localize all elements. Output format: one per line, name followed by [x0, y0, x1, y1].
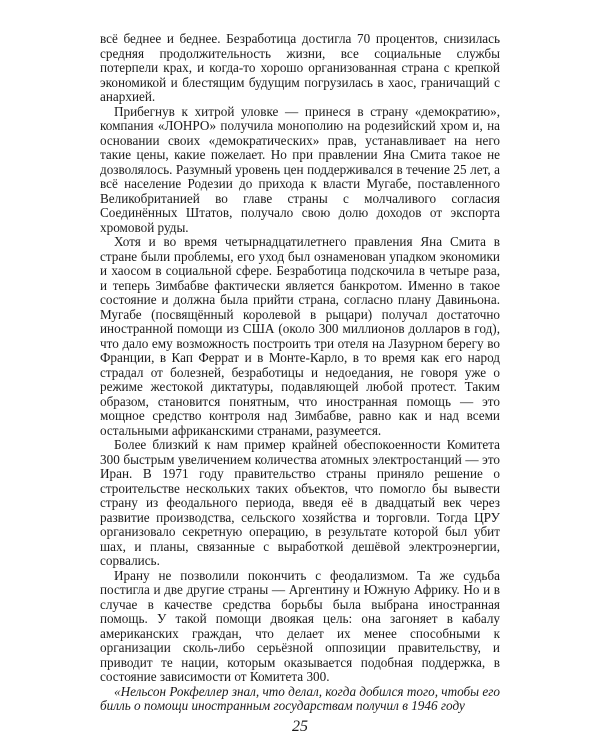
- paragraph-4: Более близкий к нам пример крайней обеспокоенности Комитета 300 быстрым увеличением количества атомных электростанций — это Иран. В 1971 году правительство страны приняло решение о строительстве нескольких таких объектов, что помогло бы вывести страну из феодального периода, введя её в двадцатый век через развитие производства, сельского хозяйства и торговли. Тогда ЦРУ организовало секретную операцию, в результате которой был убит шах, и планы, связанные с выработкой дешёвой электроэнергии, сорвались.: [100, 437, 500, 568]
- paragraph-3: Хотя и во время четырнадцатилетнего правления Яна Смита в стране были проблемы, его уход был ознаменован упадком экономики и хаосом в социальной сфере. Безработица подскочила в четыре раза, и теперь Зимбабве фактически является банкротом. Именно в такое состояние и должна была прийти страна, согласно плану Давиньона. Мугабе (посвящённый королевой в рыцари) получал достаточно иностранной помощи из США (около 300 миллионов долларов в год), что дало ему возможность построить три отеля на Лазурном берегу во Франции, в Кап Феррат и в Монте-Карло, в то время как его народ страдал от болезней, безработицы и недоедания, не говоря уже о режиме жестокой диктатуры, подавляющей любой протест. Таким образом, становится понятным, что иностранная помощь — это мощное средство контроля над Зимбабве, равно как и над всеми остальными африканскими странами, разумеется.: [100, 234, 500, 438]
- paragraph-5: Ирану не позволили покончить с феодализмом. Та же судьба постигла и две другие страны — Аргентину и Южную Африку. Но и в случае в качестве средства борьбы была выбрана иностранная помощь. У такой помощи двоякая цель: она загоняет в кабалу американских граждан, что делает их менее способными к организации сколь-либо серьёзной оппозиции правительству, и приводит те нации, которым оказывается подобная поддержка, в состояние зависимости от Комитета 300.: [100, 567, 500, 684]
- paragraph-6-quote: «Нельсон Рокфеллер знал, что делал, когда добился того, чтобы его билль о помощи иностранным государствам получил в 1946 году: [100, 683, 500, 713]
- paragraph-1: всё беднее и беднее. Безработица достигла 70 процентов, снизилась средняя продолжительность жизни, все социальные службы потерпели крах, и когда-то хорошо организованная страна с крепкой экономикой и блестящим будущим погрузилась в хаос, граничащий с анархией.: [100, 32, 500, 104]
- paragraph-2: Прибегнув к хитрой уловке — принеся в страну «демократию», компания «ЛОНРО» получила монополию на родезийский хром и, на основании своих «демократических» прав, устанавливает на него такие цены, какие пожелает. Но при правлении Яна Смита такое не дозволялось. Разумный уровень цен поддерживался в течение 25 лет, а всё население Родезии до прихода к власти Мугабе, поставленного Великобританией во главе страны с молчаливого согласия Соединённых Штатов, получало свою долю доходов от экспорта хромовой руды.: [100, 103, 500, 235]
- page-text-block: [100, 32, 500, 722]
- page-number: 25: [292, 718, 308, 735]
